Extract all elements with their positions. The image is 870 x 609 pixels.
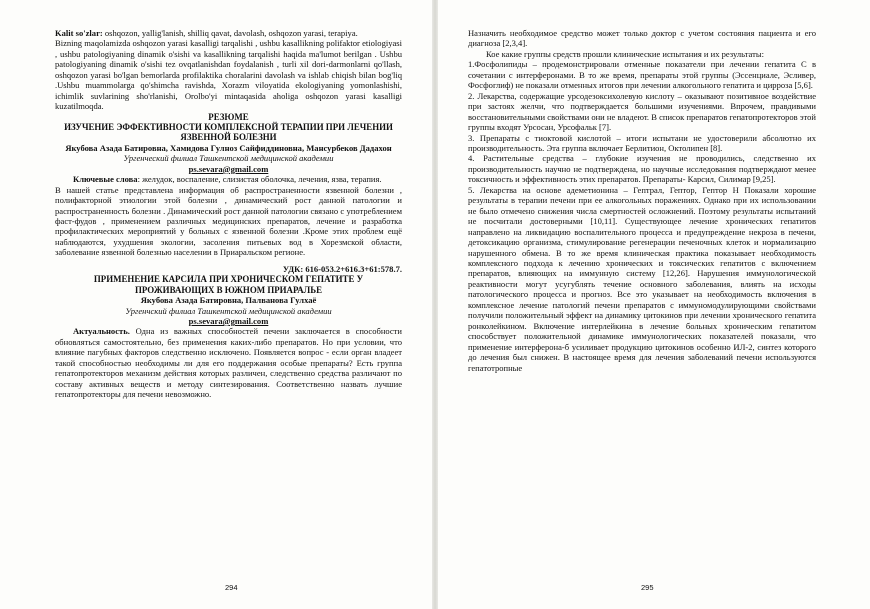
- paragraph-1: Назначить необходимое средство может только доктор с учетом состояния пациента и его диагноза [2,3,4].: [468, 28, 816, 49]
- uz-abstract: Bizning maqolamizda oshqozon yarasi kasalligi tarqalishi , ushbu kasallikning polifaktor etiologiyasi , ushbu patologiyaning dinamik o'sishi va kasallikning tarqalishi haqida ma'lumot berilgan . Ushbu patologiyaning dinamik o'sishi tez ovqatlanishdan foydalanish , turli xil dori-darmonlarni qo'llash, oshqozon yarasi bo'lgan bemorlarda profilaktika choralarini davolash va ishlab chiqish bilan bog'liq .Ushbu muammolarga qo'shimcha ravishda, Xorazm viloyatida ekologiyaning yomonlashishi, ichimlik suvlarining sho'rlanishi, Orolbo'yi mintaqasida aholiga oshqozon yarasi kasalligi kuzatilmoqda.: [55, 38, 402, 112]
- relevance-text: Одна из важных способностей печени заключается в способности обновляться самостоятельно, без применения каких-либо препаратов. Но при условии, что влияние пагубных факторов следственно исключено. Появляется вопрос - если орган владеет такой способностью необходимы ли для его поддержания особые препараты? Есть группа гепатопротекторов механизм действия которых различен, следственно средства различают по составу активных веществ и методу синтезирования. Соответственно назвать лучшие гепатопротекторы для печени невозможно.: [55, 326, 402, 400]
- relevance-label: Актуальность.: [73, 326, 130, 337]
- paragraph-7: 5. Лекарства на основе адеметионина – Гептрал, Гептор, Гептор Н Показали хорошие результаты в терапии печени при ее алкогольных поражениях. Однако при их использовании не было отмечено снижения числа смертностей осложнений. Поэтому результаты испытаний не посчитали достоверными [10,11]. Существующее лечение хронических гепатитов направлено на ликвидацию воспалительного процесса и предупреждение некроза в печени, детоксикацию организма, стимулирование регенерации печеночных клеток и нормализацию нарушенного обмена. В то же время клиническая практика показывает необходимость комплексного подхода к лечению хронических и токсических гепатитов с включением препаратов, влияющих на иммунную систему [12,26]. Нарушения иммунологической реактивности могут усугублять течение основного заболевания, влиять на исходы патологического процесса и прогноз. Все это указывает на необходимость включения в комплексное лечение патологий печени препаратов с иммуномодулирующими свойствами получили положительный эффект на динамику цитокинов при лечении хронического гепатита ронколейкином. Включение интерлейкина в лечение больных хроническим гепатитом способствует положительной динамике иммунологических показателей показали, что применение интерферона-б усиливает продукцию цитокинов особенно ИЛ-2, синтез которого до лечения был снижен. В настоящее время для лечения заболеваний печени используются гепатотропные: [468, 184, 816, 373]
- uz-keywords-label: Kalit so'zlar:: [55, 28, 103, 38]
- uz-keywords: oshqozon, yallig'lanish, shilliq qavat, davolash, oshqozon yarasi, terapiya.: [102, 28, 358, 38]
- article2-authors: Якубова Азада Батировна, Палванова Гулхаё: [140, 295, 317, 306]
- article1-title: ИЗУЧЕНИЕ ЭФФЕКТИВНОСТИ КОМПЛЕКСНОЙ ТЕРАПИИ ПРИ ЛЕЧЕНИИ ЯЗВЕННОЙ БОЛЕЗНИ: [64, 122, 393, 143]
- paragraph-2: Кое какие группы средств прошли клинические испытания и их результаты:: [486, 48, 764, 59]
- article2-title: ПРИМЕНЕНИЕ КАРСИЛА ПРИ ХРОНИЧЕСКОМ ГЕПАТИТЕ У ПРОЖИВАЮЩИХ В ЮЖНОМ ПРИАРАЛЬЕ: [93, 274, 364, 295]
- article2-affiliation: Ургенчский филиал Ташкентской медицинской академии: [125, 305, 332, 316]
- page-number-right: 295: [641, 583, 654, 592]
- paragraph-6: 4. Растительные средства – глубокие изучения не проводились, следственно их производительность научно не подтверждена, но научные исследования подтверждают менее токсичность и эффективность этих препаратов. Препараты- Карсил, Силимар [9,25].: [468, 153, 816, 185]
- page-number-left: 294: [225, 583, 238, 592]
- ru-keywords-paragraph: [55, 174, 402, 184]
- paragraph-4: 2. Лекарства, содержащие урсодезоксихолевую кислоту – оказывают позитивное воздействие при застоях желчи, что подтверждается большими изучениями. Впрочем, правдивыми восстановительными свойствами они не владеют. В список препаратов гепатопротекторов этой группы входят Урсосан, Урсофальк [7].: [468, 90, 816, 133]
- paragraph-5: 3. Препараты с тиоктовой кислотой – итоги испытани не удостоверили абсолютно их производительность. Эта группа включает Берлитион, Октолипен [8].: [468, 132, 816, 153]
- right-page: [438, 0, 870, 609]
- left-page: [0, 0, 432, 609]
- ru-keywords-label: Ключевые слова: [73, 174, 138, 185]
- relevance-paragraph: [55, 326, 402, 399]
- paragraph-3: 1.Фосфолипиды – продемонстрировали отменные показатели при лечении гепатита С в сочетании с интерферонами. В то же время, препараты этой группы (Эссенциале, Эсливер, Фосфоглиф) не показали отменных итогов при лечении алкогольного гепатита и цирроза [5,6].: [468, 59, 816, 91]
- ru-keywords: : желудок, воспаление, слизистая оболочка, лечения, язва, терапия.: [137, 174, 382, 185]
- article1-affiliation: Ургенческий филиал Ташкентской медицинской академии: [123, 153, 334, 164]
- udc-code: УДК: 616-053.2+616.3+61:578.7.: [282, 263, 402, 274]
- right-page-text-column: [468, 28, 816, 373]
- uz-keywords-paragraph: [55, 28, 402, 38]
- left-page-text-column: [55, 28, 402, 400]
- article1-authors: Якубова Азада Батировна, Хамидова Гулноз Сайфиддиновна, Мансурбеков Дадахон: [65, 142, 392, 153]
- resume-heading: РЕЗЮМЕ: [208, 111, 249, 122]
- article2-email[interactable]: ps.sevara@gmail.com: [188, 316, 269, 326]
- article1-abstract: В нашей статье представлена информация об распространенности язвенной болезни , полифакторной этиологии этой болезни , динамический рост данной патологии и распространенность болезни . Динамический рост данной патологии связано с употреблением фаст-фудов , применением различных медицинских препаратов, лечение и разработка профилактических мероприятий у больных с язвенной болезни .Кроме этих проблем ещё наблюдаются, ухудшения экологии, засоления питьевых вод в Хорезмской области, заболевание язвенной болезнью населении в Приаральском регионе.: [55, 184, 402, 258]
- article1-email[interactable]: ps.sevara@gmail.com: [188, 163, 269, 174]
